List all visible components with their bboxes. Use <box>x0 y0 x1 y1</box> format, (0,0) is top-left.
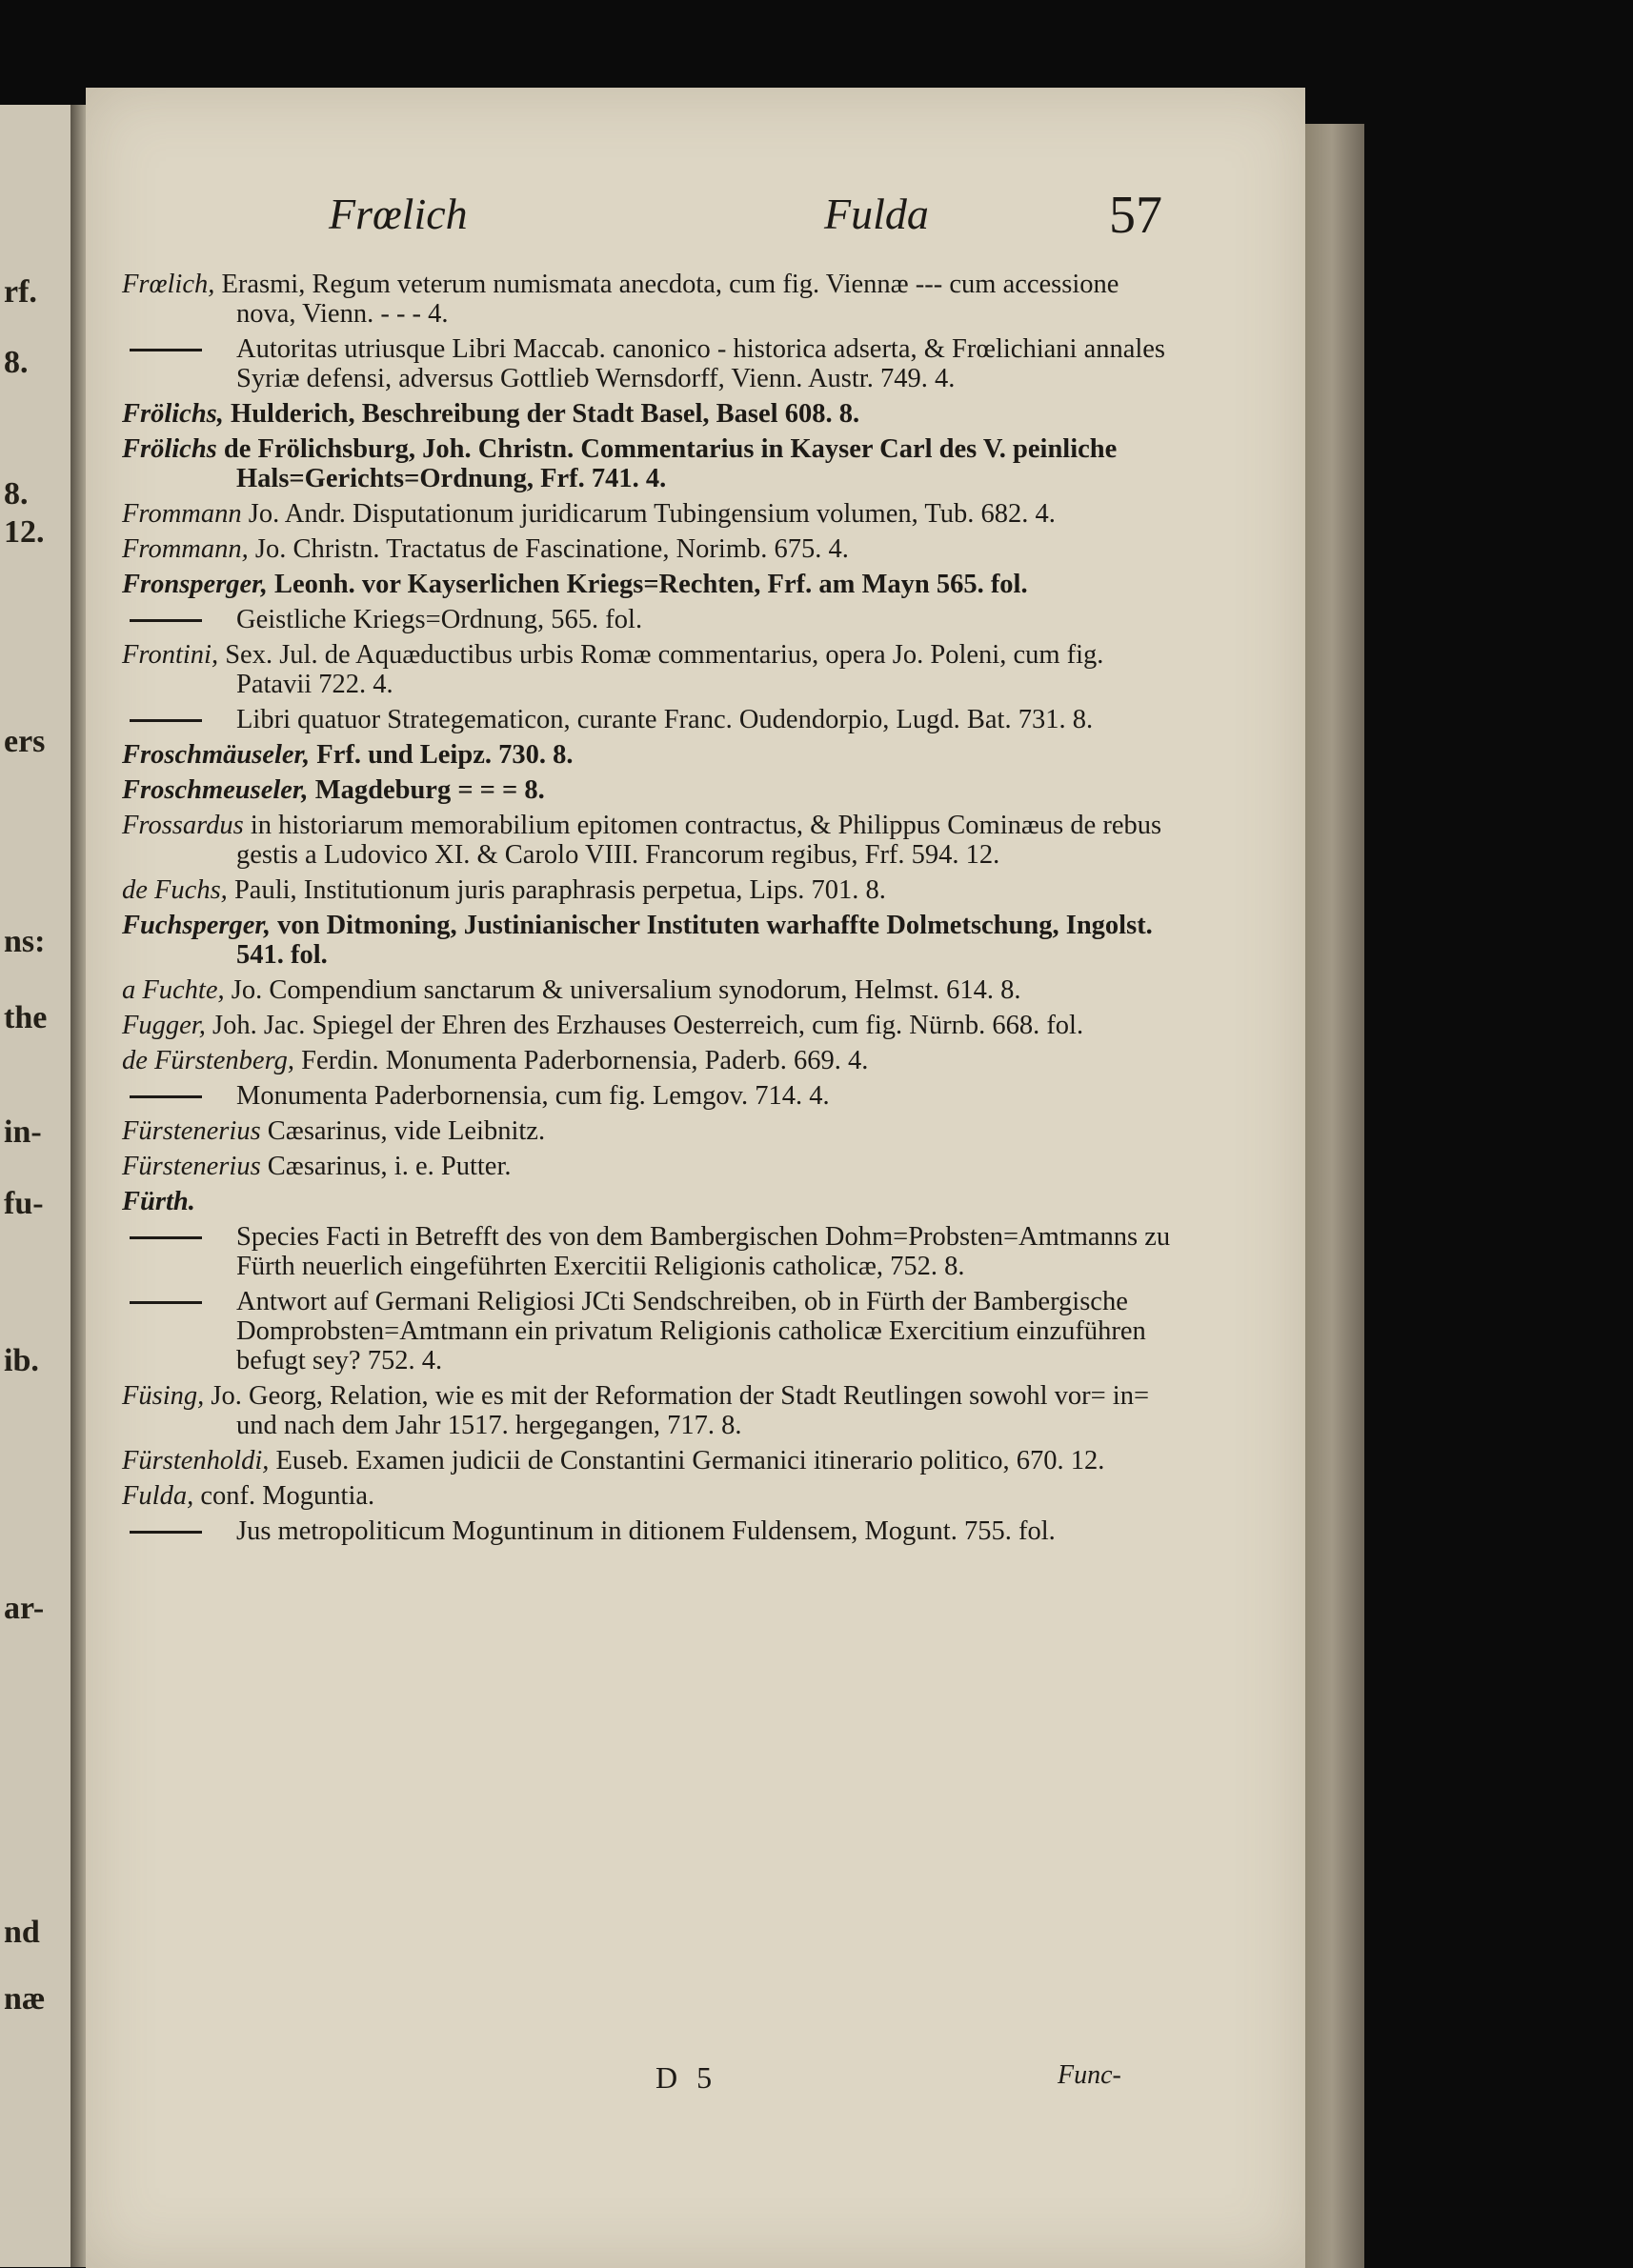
continuation-entry <box>122 1287 1175 1375</box>
entry-heading: Froschmeuseler, <box>122 775 309 805</box>
entry-heading: Fulda, <box>122 1481 194 1511</box>
page-number: 57 <box>1109 186 1162 245</box>
entry-text: de Frölichsburg, Joh. Christn. Commentarius in Kayser Carl des V. peinliche Hals=Gerichts=Ordnung, Frf. 741. 4. <box>223 434 1118 493</box>
entry-text: in historiarum memorabilium epitomen contractus, & Philippus Cominæus de rebus gestis a Ludovico XI. & Carolo VIII. Francorum regibus, Frf. 594. 12. <box>236 811 1162 870</box>
entry-text: Pauli, Institutionum juris paraphrasis perpetua, Lips. 701. 8. <box>233 875 886 905</box>
bibliography-entry <box>122 1116 1175 1146</box>
ditto-dash <box>130 1095 202 1098</box>
bibliography-entry <box>122 1481 1175 1511</box>
ditto-dash <box>130 349 202 351</box>
bibliography-entries <box>122 270 1175 1552</box>
catchword: Func- <box>1058 2060 1121 2090</box>
running-head-middle: Fulda <box>824 190 929 238</box>
entry-heading: Fürstenerius <box>122 1116 261 1146</box>
margin-fragment: rf. <box>4 274 37 310</box>
entry-heading: Frommann, <box>122 534 249 564</box>
entry-heading: Fronsperger, <box>122 570 268 599</box>
margin-fragment: the <box>4 1000 48 1035</box>
bibliography-entry <box>122 1381 1175 1440</box>
entry-text: Libri quatuor Strategematicon, curante Franc. Oudendorpio, Lugd. Bat. 731. 8. <box>236 705 1094 734</box>
entry-text: Cæsarinus, vide Leibnitz. <box>267 1116 546 1146</box>
continuation-entry <box>122 705 1175 734</box>
bibliography-entry <box>122 434 1175 493</box>
bibliography-entry <box>122 499 1175 529</box>
entry-heading: Frœlich, <box>122 270 215 299</box>
continuation-entry <box>122 334 1175 393</box>
ditto-dash <box>130 619 202 622</box>
margin-fragment: 12. <box>4 514 45 550</box>
entry-heading: de Fürstenberg, <box>122 1046 294 1075</box>
entry-text: Sex. Jul. de Aquæductibus urbis Romæ commentarius, opera Jo. Poleni, cum fig. Patavii 722. 4. <box>225 640 1104 699</box>
entry-text: Erasmi, Regum veterum numismata anecdota, cum fig. Viennæ --- cum accessione nova, Vienn. - - - 4. <box>221 270 1119 329</box>
bibliography-entry <box>122 640 1175 699</box>
bibliography-entry <box>122 1046 1175 1075</box>
entry-text: conf. Moguntia. <box>200 1481 375 1511</box>
entry-text: Ferdin. Monumenta Paderbornensia, Paderb. 669. 4. <box>301 1046 869 1075</box>
entry-text: Monumenta Paderbornensia, cum fig. Lemgov. 714. 4. <box>236 1081 830 1111</box>
entry-text: Geistliche Kriegs=Ordnung, 565. fol. <box>236 605 643 634</box>
entry-heading: Frossardus <box>122 811 244 840</box>
entry-heading: Frontini, <box>122 640 219 670</box>
bibliography-entry <box>122 570 1175 599</box>
bibliography-entry <box>122 1446 1175 1475</box>
bibliography-entry <box>122 811 1175 870</box>
bibliography-entry <box>122 270 1175 329</box>
bibliography-entry <box>122 875 1175 905</box>
signature-mark: D 5 <box>655 2060 718 2095</box>
ditto-dash <box>130 1301 202 1304</box>
bibliography-entry <box>122 399 1175 429</box>
entry-text: Jo. Compendium sanctarum & universalium synodorum, Helmst. 614. 8. <box>231 975 1021 1005</box>
entry-heading: a Fuchte, <box>122 975 225 1005</box>
entry-text: Autoritas utriusque Libri Maccab. canonico - historica adserta, & Frœlichiani annales Syriæ defensi, adversus Gottlieb Wernsdorff, Vienn. Austr. 749. 4. <box>236 334 1166 393</box>
bibliography-entry <box>122 534 1175 564</box>
margin-fragment: ers <box>4 724 46 759</box>
entry-text: Joh. Jac. Spiegel der Ehren des Erzhauses Oesterreich, cum fig. Nürnb. 668. fol. <box>212 1011 1084 1040</box>
margin-fragment: nd <box>4 1915 40 1950</box>
entry-heading: Fürstenholdi, <box>122 1446 270 1475</box>
margin-fragment: 8. <box>4 476 29 512</box>
entry-text: Cæsarinus, i. e. Putter. <box>267 1152 512 1181</box>
margin-fragment: ns: <box>4 924 46 959</box>
margin-fragment: fu- <box>4 1186 44 1221</box>
entry-text: Euseb. Examen judicii de Constantini Germanici itinerario politico, 670. 12. <box>275 1446 1105 1475</box>
entry-text: Jus metropoliticum Moguntinum in ditionem Fuldensem, Mogunt. 755. fol. <box>236 1516 1056 1546</box>
bibliography-entry <box>122 1187 1175 1216</box>
entry-text: Hulderich, Beschreibung der Stadt Basel, Basel 608. 8. <box>231 399 860 429</box>
bibliography-entry <box>122 740 1175 770</box>
ditto-dash <box>130 719 202 722</box>
entry-text: Leonh. vor Kayserlichen Kriegs=Rechten, Frf. am Mayn 565. fol. <box>273 570 1028 599</box>
entry-text: von Ditmoning, Justinianischer Instituten warhaffte Dolmetschung, Ingolst. 541. fol. <box>236 911 1153 970</box>
entry-heading: Fugger, <box>122 1011 206 1040</box>
margin-fragment: 8. <box>4 345 29 380</box>
entry-text: Jo. Georg, Relation, wie es mit der Reformation der Stadt Reutlingen sowohl vor= in= und nach dem Jahr 1517. hergegangen, 717. 8. <box>211 1381 1150 1440</box>
ditto-dash <box>130 1531 202 1534</box>
bibliography-entry <box>122 911 1175 970</box>
bibliography-entry <box>122 975 1175 1005</box>
facing-page-fragment <box>0 105 73 2267</box>
entry-heading: Fürth. <box>122 1187 195 1216</box>
margin-fragment: ar- <box>4 1591 45 1626</box>
entry-text: Jo. Christn. Tractatus de Fascinatione, Norimb. 675. 4. <box>254 534 849 564</box>
margin-fragment: næ <box>4 1981 46 2017</box>
entry-text: Species Facti in Betrefft des von dem Bambergischen Dohm=Probsten=Amtmanns zu Fürth neuerlich eingeführten Exercitii Religionis catholicæ, 752. 8. <box>236 1222 1171 1281</box>
bibliography-entry <box>122 1152 1175 1181</box>
ditto-dash <box>130 1236 202 1239</box>
entry-heading: Frommann <box>122 499 242 529</box>
continuation-entry <box>122 1081 1175 1111</box>
margin-fragment: ib. <box>4 1343 39 1378</box>
entry-heading: Füsing, <box>122 1381 205 1411</box>
entry-heading: Froschmäuseler, <box>122 740 311 770</box>
running-head <box>329 186 1162 255</box>
entry-text: Frf. und Leipz. 730. 8. <box>316 740 574 770</box>
entry-heading: Frölichs, <box>122 399 224 429</box>
page-edge <box>1305 124 1364 2268</box>
entry-heading: Fuchsperger, <box>122 911 271 940</box>
continuation-entry <box>122 1516 1175 1546</box>
running-head-left: Frœlich <box>329 190 468 238</box>
margin-fragment: in- <box>4 1114 42 1150</box>
entry-text: Antwort auf Germani Religiosi JCti Sendschreiben, ob in Fürth der Bambergische Domprobsten=Amtmann ein privatum Religionis catholicæ Exercitium einzuführen befugt sey? 752. 4. <box>236 1287 1146 1375</box>
bibliography-entry <box>122 775 1175 805</box>
continuation-entry <box>122 1222 1175 1281</box>
entry-text: Magdeburg = = = 8. <box>314 775 545 805</box>
entry-heading: Frölichs <box>122 434 217 464</box>
entry-heading: Fürstenerius <box>122 1152 261 1181</box>
bibliography-entry <box>122 1011 1175 1040</box>
entry-heading: de Fuchs, <box>122 875 228 905</box>
entry-text: Jo. Andr. Disputationum juridicarum Tubingensium volumen, Tub. 682. 4. <box>248 499 1056 529</box>
continuation-entry <box>122 605 1175 634</box>
